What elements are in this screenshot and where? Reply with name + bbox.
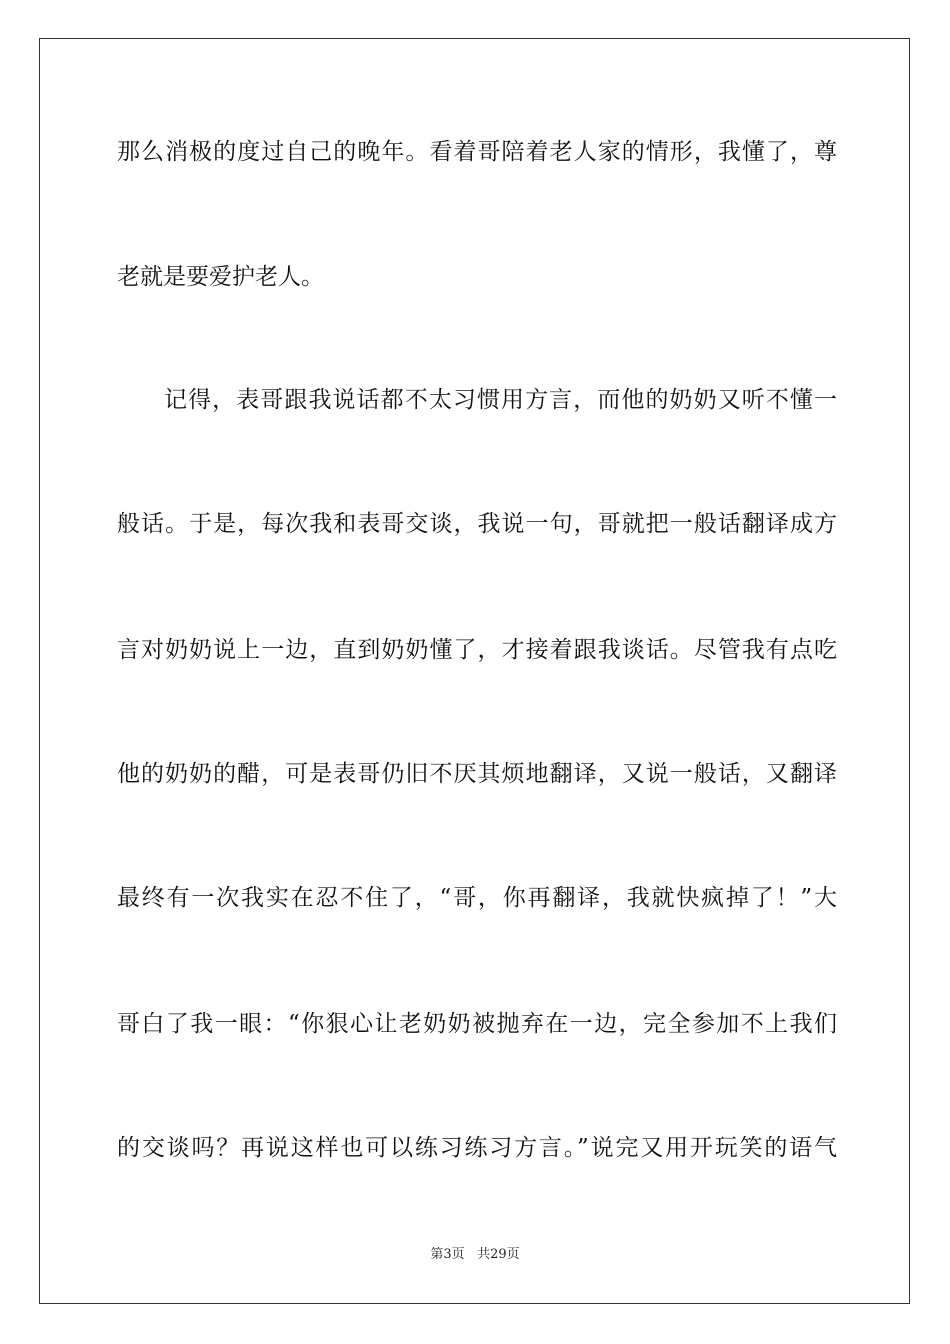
page-total: 共29页 bbox=[477, 1247, 520, 1262]
text-line-3: 记得，表哥跟我说话都不太习惯用方言，而他的奶奶又听不懂一 bbox=[164, 387, 837, 413]
page-number: 第3页 bbox=[430, 1247, 465, 1262]
text-line-7: 最终有一次我实在忍不住了，“哥，你再翻译，我就快疯掉了！”大 bbox=[117, 885, 837, 911]
text-line-2: 老就是要爱护老人。 bbox=[117, 264, 324, 290]
page-footer bbox=[0, 1246, 950, 1264]
text-line-1: 那么消极的度过自己的晚年。看着哥陪着老人家的情形，我懂了，尊 bbox=[117, 139, 837, 165]
text-line-9: 的交谈吗？再说这样也可以练习练习方言。”说完又用开玩笑的语气 bbox=[117, 1135, 837, 1161]
text-line-8: 哥白了我一眼：“你狠心让老奶奶被抛弃在一边，完全参加不上我们 bbox=[117, 1011, 837, 1037]
text-line-4: 般话。于是，每次我和表哥交谈，我说一句，哥就把一般话翻译成方 bbox=[117, 511, 837, 537]
text-line-5: 言对奶奶说上一边，直到奶奶懂了，才接着跟我谈话。尽管我有点吃 bbox=[117, 637, 837, 663]
text-line-6: 他的奶奶的醋，可是表哥仍旧不厌其烦地翻译，又说一般话，又翻译 bbox=[117, 761, 837, 787]
page-border bbox=[39, 38, 910, 1304]
